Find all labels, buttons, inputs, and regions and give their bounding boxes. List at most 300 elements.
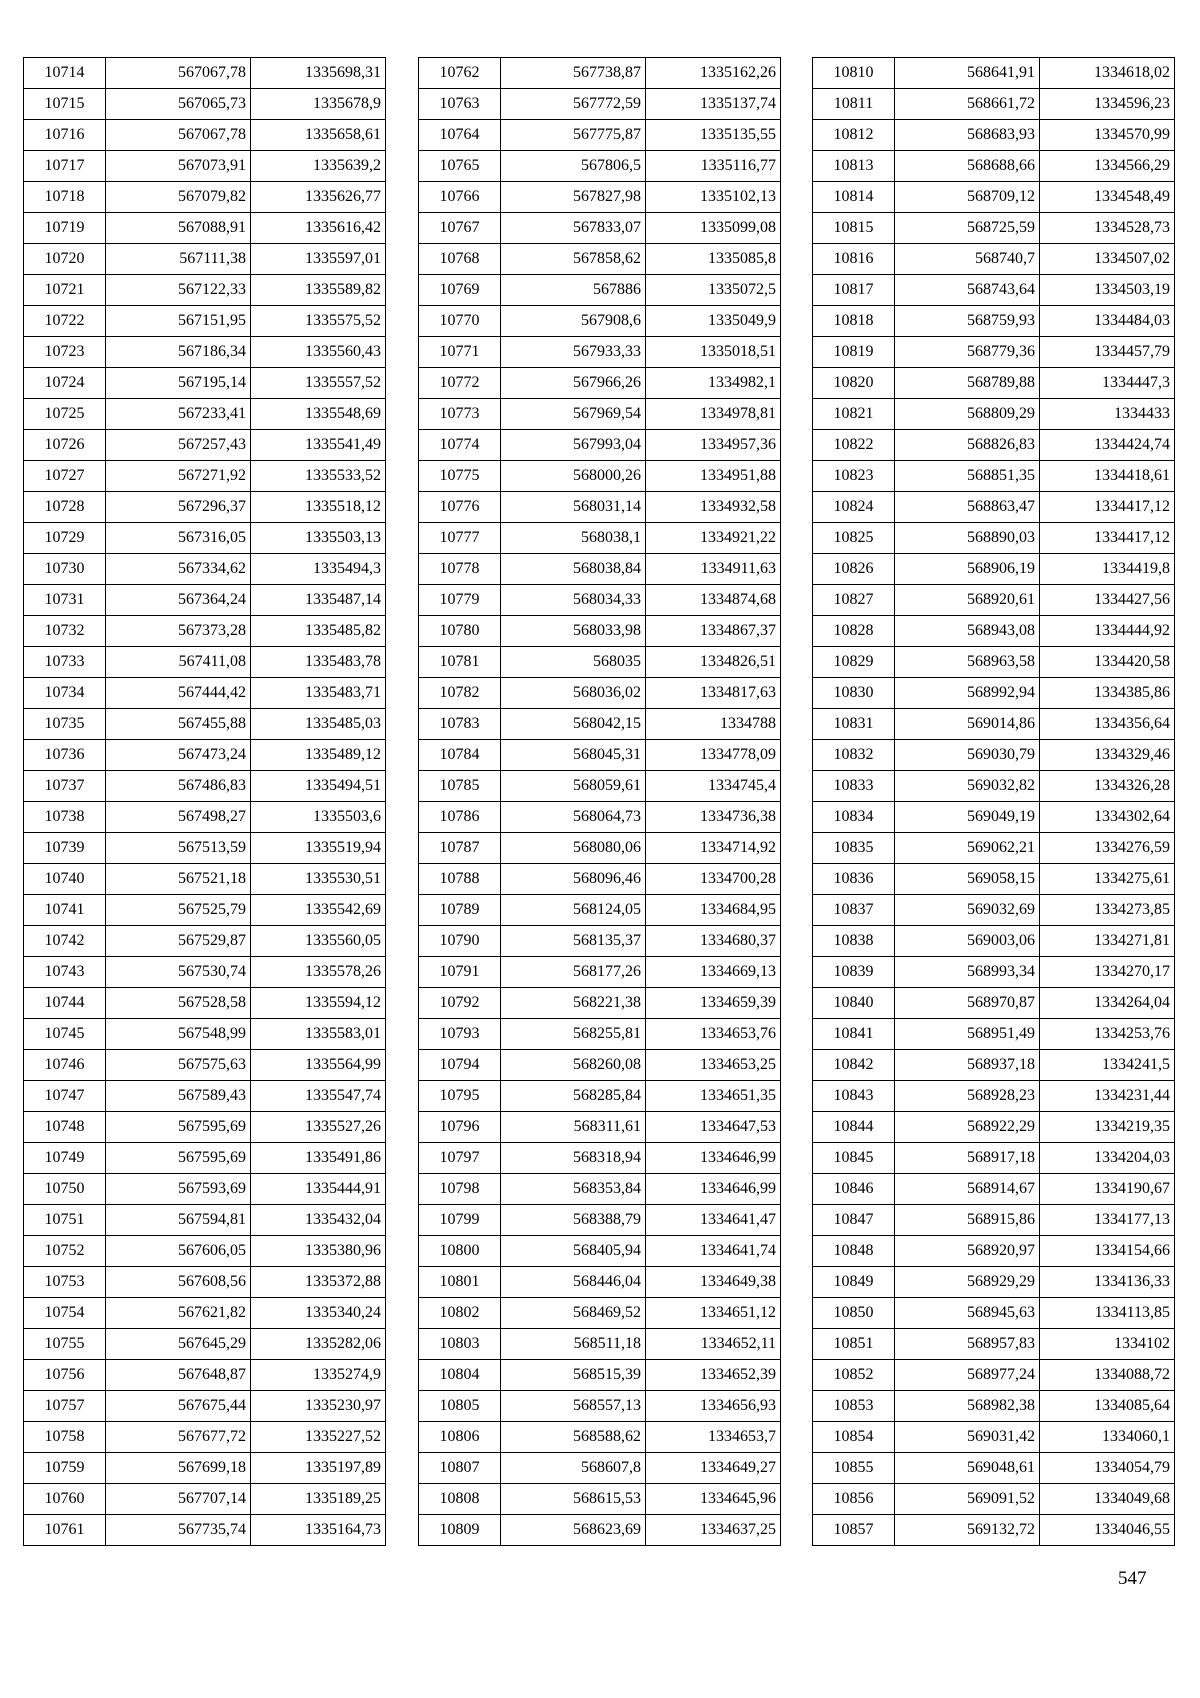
point-number-cell: 10728 [24, 492, 106, 523]
coordinates-table-2 [418, 57, 781, 1546]
x-coordinate-cell: 567969,54 [501, 399, 646, 430]
table-row [419, 1019, 781, 1050]
point-number-cell: 10854 [813, 1422, 895, 1453]
x-coordinate-cell: 567411,08 [106, 647, 251, 678]
point-number-cell: 10847 [813, 1205, 895, 1236]
x-coordinate-cell: 568851,35 [895, 461, 1040, 492]
x-coordinate-cell: 568890,03 [895, 523, 1040, 554]
y-coordinate-cell: 1335189,25 [251, 1484, 386, 1515]
y-coordinate-cell: 1335372,88 [251, 1267, 386, 1298]
table-row [419, 306, 781, 337]
y-coordinate-cell: 1335530,51 [251, 864, 386, 895]
point-number-cell: 10843 [813, 1081, 895, 1112]
x-coordinate-cell: 568809,29 [895, 399, 1040, 430]
table-row [24, 585, 386, 616]
x-coordinate-cell: 567772,59 [501, 89, 646, 120]
y-coordinate-cell: 1334329,46 [1040, 740, 1175, 771]
point-number-cell: 10721 [24, 275, 106, 306]
table-row [24, 337, 386, 368]
table-row [813, 554, 1175, 585]
y-coordinate-cell: 1335542,69 [251, 895, 386, 926]
table-row [419, 1329, 781, 1360]
x-coordinate-cell: 567594,81 [106, 1205, 251, 1236]
point-number-cell: 10733 [24, 647, 106, 678]
y-coordinate-cell: 1335282,06 [251, 1329, 386, 1360]
x-coordinate-cell: 569003,06 [895, 926, 1040, 957]
table-row [419, 1081, 781, 1112]
table-row [813, 58, 1175, 89]
table-row [813, 957, 1175, 988]
point-number-cell: 10778 [419, 554, 501, 585]
point-number-cell: 10814 [813, 182, 895, 213]
point-number-cell: 10725 [24, 399, 106, 430]
x-coordinate-cell: 567738,87 [501, 58, 646, 89]
y-coordinate-cell: 1334219,35 [1040, 1112, 1175, 1143]
point-number-cell: 10732 [24, 616, 106, 647]
x-coordinate-cell: 568045,31 [501, 740, 646, 771]
table-row [24, 678, 386, 709]
point-number-cell: 10750 [24, 1174, 106, 1205]
y-coordinate-cell: 1334417,12 [1040, 492, 1175, 523]
y-coordinate-cell: 1334447,3 [1040, 368, 1175, 399]
table-row [419, 1143, 781, 1174]
point-number-cell: 10796 [419, 1112, 501, 1143]
point-number-cell: 10722 [24, 306, 106, 337]
point-number-cell: 10787 [419, 833, 501, 864]
point-number-cell: 10769 [419, 275, 501, 306]
point-number-cell: 10775 [419, 461, 501, 492]
table-row [813, 244, 1175, 275]
y-coordinate-cell: 1334951,88 [646, 461, 781, 492]
y-coordinate-cell: 1335085,8 [646, 244, 781, 275]
table-row [24, 275, 386, 306]
table-row [813, 1081, 1175, 1112]
y-coordinate-cell: 1334275,61 [1040, 864, 1175, 895]
point-number-cell: 10779 [419, 585, 501, 616]
table-row [24, 957, 386, 988]
point-number-cell: 10729 [24, 523, 106, 554]
x-coordinate-cell: 567521,18 [106, 864, 251, 895]
point-number-cell: 10789 [419, 895, 501, 926]
point-number-cell: 10853 [813, 1391, 895, 1422]
table-row [419, 802, 781, 833]
point-number-cell: 10763 [419, 89, 501, 120]
point-number-cell: 10786 [419, 802, 501, 833]
point-number-cell: 10744 [24, 988, 106, 1019]
point-number-cell: 10715 [24, 89, 106, 120]
point-number-cell: 10742 [24, 926, 106, 957]
table-row [419, 833, 781, 864]
table-row [24, 1050, 386, 1081]
table-row [813, 926, 1175, 957]
point-number-cell: 10771 [419, 337, 501, 368]
x-coordinate-cell: 567473,24 [106, 740, 251, 771]
x-coordinate-cell: 568789,88 [895, 368, 1040, 399]
y-coordinate-cell: 1334528,73 [1040, 213, 1175, 244]
table-row [813, 430, 1175, 461]
point-number-cell: 10793 [419, 1019, 501, 1050]
point-number-cell: 10755 [24, 1329, 106, 1360]
point-number-cell: 10754 [24, 1298, 106, 1329]
y-coordinate-cell: 1334190,67 [1040, 1174, 1175, 1205]
y-coordinate-cell: 1335489,12 [251, 740, 386, 771]
y-coordinate-cell: 1334264,04 [1040, 988, 1175, 1019]
y-coordinate-cell: 1335541,49 [251, 430, 386, 461]
table-row [813, 833, 1175, 864]
table-row [813, 337, 1175, 368]
table-row [24, 492, 386, 523]
table-row [24, 1143, 386, 1174]
y-coordinate-cell: 1335503,6 [251, 802, 386, 833]
point-number-cell: 10785 [419, 771, 501, 802]
table-row [24, 709, 386, 740]
y-coordinate-cell: 1334420,58 [1040, 647, 1175, 678]
table-row [419, 492, 781, 523]
x-coordinate-cell: 568917,18 [895, 1143, 1040, 1174]
x-coordinate-cell: 567735,74 [106, 1515, 251, 1546]
x-coordinate-cell: 568977,24 [895, 1360, 1040, 1391]
table-row [813, 492, 1175, 523]
point-number-cell: 10820 [813, 368, 895, 399]
table-row [24, 647, 386, 678]
table-row [419, 1422, 781, 1453]
y-coordinate-cell: 1335494,3 [251, 554, 386, 585]
point-number-cell: 10720 [24, 244, 106, 275]
y-coordinate-cell: 1335548,69 [251, 399, 386, 430]
y-coordinate-cell: 1334270,17 [1040, 957, 1175, 988]
table-row [813, 1453, 1175, 1484]
point-number-cell: 10836 [813, 864, 895, 895]
x-coordinate-cell: 568446,04 [501, 1267, 646, 1298]
x-coordinate-cell: 567316,05 [106, 523, 251, 554]
table-row [813, 988, 1175, 1019]
point-number-cell: 10783 [419, 709, 501, 740]
table-row [419, 1205, 781, 1236]
point-number-cell: 10758 [24, 1422, 106, 1453]
x-coordinate-cell: 568096,46 [501, 864, 646, 895]
y-coordinate-cell: 1335432,04 [251, 1205, 386, 1236]
y-coordinate-cell: 1334653,76 [646, 1019, 781, 1050]
y-coordinate-cell: 1335616,42 [251, 213, 386, 244]
point-number-cell: 10809 [419, 1515, 501, 1546]
x-coordinate-cell: 568000,26 [501, 461, 646, 492]
point-number-cell: 10737 [24, 771, 106, 802]
x-coordinate-cell: 568759,93 [895, 306, 1040, 337]
y-coordinate-cell: 1334419,8 [1040, 554, 1175, 585]
x-coordinate-cell: 567608,56 [106, 1267, 251, 1298]
table-row [419, 740, 781, 771]
point-number-cell: 10827 [813, 585, 895, 616]
point-number-cell: 10777 [419, 523, 501, 554]
x-coordinate-cell: 567677,72 [106, 1422, 251, 1453]
table-row [813, 399, 1175, 430]
point-number-cell: 10811 [813, 89, 895, 120]
x-coordinate-cell: 568957,83 [895, 1329, 1040, 1360]
x-coordinate-cell: 567067,78 [106, 58, 251, 89]
y-coordinate-cell: 1334788 [646, 709, 781, 740]
table-row [419, 988, 781, 1019]
y-coordinate-cell: 1335485,82 [251, 616, 386, 647]
point-number-cell: 10753 [24, 1267, 106, 1298]
x-coordinate-cell: 567486,83 [106, 771, 251, 802]
point-number-cell: 10774 [419, 430, 501, 461]
table-row [813, 740, 1175, 771]
table-row [419, 461, 781, 492]
y-coordinate-cell: 1335485,03 [251, 709, 386, 740]
point-number-cell: 10826 [813, 554, 895, 585]
table-row [24, 399, 386, 430]
point-number-cell: 10857 [813, 1515, 895, 1546]
y-coordinate-cell: 1335197,89 [251, 1453, 386, 1484]
table-row [419, 1453, 781, 1484]
table-row [813, 1205, 1175, 1236]
point-number-cell: 10794 [419, 1050, 501, 1081]
point-number-cell: 10752 [24, 1236, 106, 1267]
point-number-cell: 10781 [419, 647, 501, 678]
y-coordinate-cell: 1334684,95 [646, 895, 781, 926]
point-number-cell: 10740 [24, 864, 106, 895]
y-coordinate-cell: 1335578,26 [251, 957, 386, 988]
table-row [813, 585, 1175, 616]
point-number-cell: 10749 [24, 1143, 106, 1174]
table-row [24, 1298, 386, 1329]
y-coordinate-cell: 1334326,28 [1040, 771, 1175, 802]
x-coordinate-cell: 568059,61 [501, 771, 646, 802]
table-row [24, 988, 386, 1019]
y-coordinate-cell: 1335135,55 [646, 120, 781, 151]
y-coordinate-cell: 1334637,25 [646, 1515, 781, 1546]
x-coordinate-cell: 568683,93 [895, 120, 1040, 151]
y-coordinate-cell: 1334646,99 [646, 1143, 781, 1174]
point-number-cell: 10835 [813, 833, 895, 864]
table-row [813, 461, 1175, 492]
y-coordinate-cell: 1335519,94 [251, 833, 386, 864]
y-coordinate-cell: 1335503,13 [251, 523, 386, 554]
table-row [24, 926, 386, 957]
x-coordinate-cell: 567498,27 [106, 802, 251, 833]
y-coordinate-cell: 1334102 [1040, 1329, 1175, 1360]
table-row [419, 368, 781, 399]
y-coordinate-cell: 1334154,66 [1040, 1236, 1175, 1267]
point-number-cell: 10829 [813, 647, 895, 678]
point-number-cell: 10833 [813, 771, 895, 802]
x-coordinate-cell: 567067,78 [106, 120, 251, 151]
point-number-cell: 10819 [813, 337, 895, 368]
table-row [419, 1112, 781, 1143]
y-coordinate-cell: 1334745,4 [646, 771, 781, 802]
table-row [813, 1236, 1175, 1267]
point-number-cell: 10756 [24, 1360, 106, 1391]
y-coordinate-cell: 1335487,14 [251, 585, 386, 616]
point-number-cell: 10851 [813, 1329, 895, 1360]
table-row [419, 430, 781, 461]
point-number-cell: 10838 [813, 926, 895, 957]
point-number-cell: 10798 [419, 1174, 501, 1205]
y-coordinate-cell: 1334700,28 [646, 864, 781, 895]
point-number-cell: 10734 [24, 678, 106, 709]
x-coordinate-cell: 568042,15 [501, 709, 646, 740]
table-row [24, 306, 386, 337]
table-row [24, 89, 386, 120]
x-coordinate-cell: 568688,66 [895, 151, 1040, 182]
table-row [24, 182, 386, 213]
x-coordinate-cell: 568036,02 [501, 678, 646, 709]
y-coordinate-cell: 1334046,55 [1040, 1515, 1175, 1546]
x-coordinate-cell: 568607,8 [501, 1453, 646, 1484]
y-coordinate-cell: 1334641,47 [646, 1205, 781, 1236]
point-number-cell: 10735 [24, 709, 106, 740]
y-coordinate-cell: 1335274,9 [251, 1360, 386, 1391]
table-row [813, 213, 1175, 244]
x-coordinate-cell: 567595,69 [106, 1112, 251, 1143]
point-number-cell: 10810 [813, 58, 895, 89]
point-number-cell: 10837 [813, 895, 895, 926]
x-coordinate-cell: 568038,1 [501, 523, 646, 554]
coordinates-table-3 [812, 57, 1175, 1546]
point-number-cell: 10765 [419, 151, 501, 182]
table-row [419, 957, 781, 988]
y-coordinate-cell: 1334826,51 [646, 647, 781, 678]
point-number-cell: 10821 [813, 399, 895, 430]
table-row [24, 213, 386, 244]
point-number-cell: 10801 [419, 1267, 501, 1298]
point-number-cell: 10791 [419, 957, 501, 988]
table-row [419, 1174, 781, 1205]
table-row [419, 1391, 781, 1422]
table-row [419, 151, 781, 182]
table-row [24, 1422, 386, 1453]
point-number-cell: 10790 [419, 926, 501, 957]
y-coordinate-cell: 1334444,92 [1040, 616, 1175, 647]
x-coordinate-cell: 567645,29 [106, 1329, 251, 1360]
point-number-cell: 10840 [813, 988, 895, 1019]
x-coordinate-cell: 568943,08 [895, 616, 1040, 647]
y-coordinate-cell: 1334653,7 [646, 1422, 781, 1453]
table-row [24, 1019, 386, 1050]
y-coordinate-cell: 1334652,39 [646, 1360, 781, 1391]
table-row [24, 554, 386, 585]
x-coordinate-cell: 568515,39 [501, 1360, 646, 1391]
point-number-cell: 10806 [419, 1422, 501, 1453]
x-coordinate-cell: 568951,49 [895, 1019, 1040, 1050]
y-coordinate-cell: 1335639,2 [251, 151, 386, 182]
y-coordinate-cell: 1335557,52 [251, 368, 386, 399]
y-coordinate-cell: 1335072,5 [646, 275, 781, 306]
y-coordinate-cell: 1334651,35 [646, 1081, 781, 1112]
table-row [24, 430, 386, 461]
point-number-cell: 10799 [419, 1205, 501, 1236]
table-row [419, 1267, 781, 1298]
x-coordinate-cell: 568557,13 [501, 1391, 646, 1422]
point-number-cell: 10738 [24, 802, 106, 833]
y-coordinate-cell: 1334276,59 [1040, 833, 1175, 864]
x-coordinate-cell: 569030,79 [895, 740, 1040, 771]
x-coordinate-cell: 567993,04 [501, 430, 646, 461]
table-row [813, 678, 1175, 709]
y-coordinate-cell: 1334231,44 [1040, 1081, 1175, 1112]
y-coordinate-cell: 1335102,13 [646, 182, 781, 213]
x-coordinate-cell: 567858,62 [501, 244, 646, 275]
point-number-cell: 10739 [24, 833, 106, 864]
table-row [813, 151, 1175, 182]
x-coordinate-cell: 567088,91 [106, 213, 251, 244]
x-coordinate-cell: 569062,21 [895, 833, 1040, 864]
point-number-cell: 10724 [24, 368, 106, 399]
table-row [24, 1484, 386, 1515]
y-coordinate-cell: 1335518,12 [251, 492, 386, 523]
y-coordinate-cell: 1335678,9 [251, 89, 386, 120]
x-coordinate-cell: 568405,94 [501, 1236, 646, 1267]
y-coordinate-cell: 1334113,85 [1040, 1298, 1175, 1329]
y-coordinate-cell: 1334302,64 [1040, 802, 1175, 833]
y-coordinate-cell: 1334651,12 [646, 1298, 781, 1329]
table-row [419, 709, 781, 740]
y-coordinate-cell: 1334982,1 [646, 368, 781, 399]
y-coordinate-cell: 1334645,96 [646, 1484, 781, 1515]
y-coordinate-cell: 1334957,36 [646, 430, 781, 461]
x-coordinate-cell: 568469,52 [501, 1298, 646, 1329]
point-number-cell: 10815 [813, 213, 895, 244]
x-coordinate-cell: 567593,69 [106, 1174, 251, 1205]
table-row [813, 1050, 1175, 1081]
point-number-cell: 10788 [419, 864, 501, 895]
table-row [813, 1174, 1175, 1205]
x-coordinate-cell: 568080,06 [501, 833, 646, 864]
table-row [419, 926, 781, 957]
x-coordinate-cell: 567455,88 [106, 709, 251, 740]
y-coordinate-cell: 1335099,08 [646, 213, 781, 244]
y-coordinate-cell: 1335227,52 [251, 1422, 386, 1453]
x-coordinate-cell: 569014,86 [895, 709, 1040, 740]
table-row [24, 461, 386, 492]
table-row [813, 89, 1175, 120]
point-number-cell: 10776 [419, 492, 501, 523]
table-row [24, 244, 386, 275]
table-row [24, 771, 386, 802]
y-coordinate-cell: 1334817,63 [646, 678, 781, 709]
point-number-cell: 10764 [419, 120, 501, 151]
table-row [24, 368, 386, 399]
y-coordinate-cell: 1334618,02 [1040, 58, 1175, 89]
y-coordinate-cell: 1335589,82 [251, 275, 386, 306]
point-number-cell: 10759 [24, 1453, 106, 1484]
x-coordinate-cell: 567966,26 [501, 368, 646, 399]
point-number-cell: 10848 [813, 1236, 895, 1267]
point-number-cell: 10761 [24, 1515, 106, 1546]
table-row [813, 1484, 1175, 1515]
x-coordinate-cell: 567373,28 [106, 616, 251, 647]
x-coordinate-cell: 567233,41 [106, 399, 251, 430]
table-row [813, 120, 1175, 151]
table-row [813, 368, 1175, 399]
y-coordinate-cell: 1334484,03 [1040, 306, 1175, 337]
x-coordinate-cell: 567806,5 [501, 151, 646, 182]
x-coordinate-cell: 568511,18 [501, 1329, 646, 1360]
point-number-cell: 10736 [24, 740, 106, 771]
x-coordinate-cell: 568826,83 [895, 430, 1040, 461]
table-row [813, 1391, 1175, 1422]
table-body [813, 58, 1175, 1546]
point-number-cell: 10813 [813, 151, 895, 182]
y-coordinate-cell: 1334649,38 [646, 1267, 781, 1298]
table-row [813, 895, 1175, 926]
x-coordinate-cell: 568641,91 [895, 58, 1040, 89]
table-row [419, 616, 781, 647]
y-coordinate-cell: 1335162,26 [646, 58, 781, 89]
point-number-cell: 10808 [419, 1484, 501, 1515]
table-row [813, 1329, 1175, 1360]
point-number-cell: 10780 [419, 616, 501, 647]
